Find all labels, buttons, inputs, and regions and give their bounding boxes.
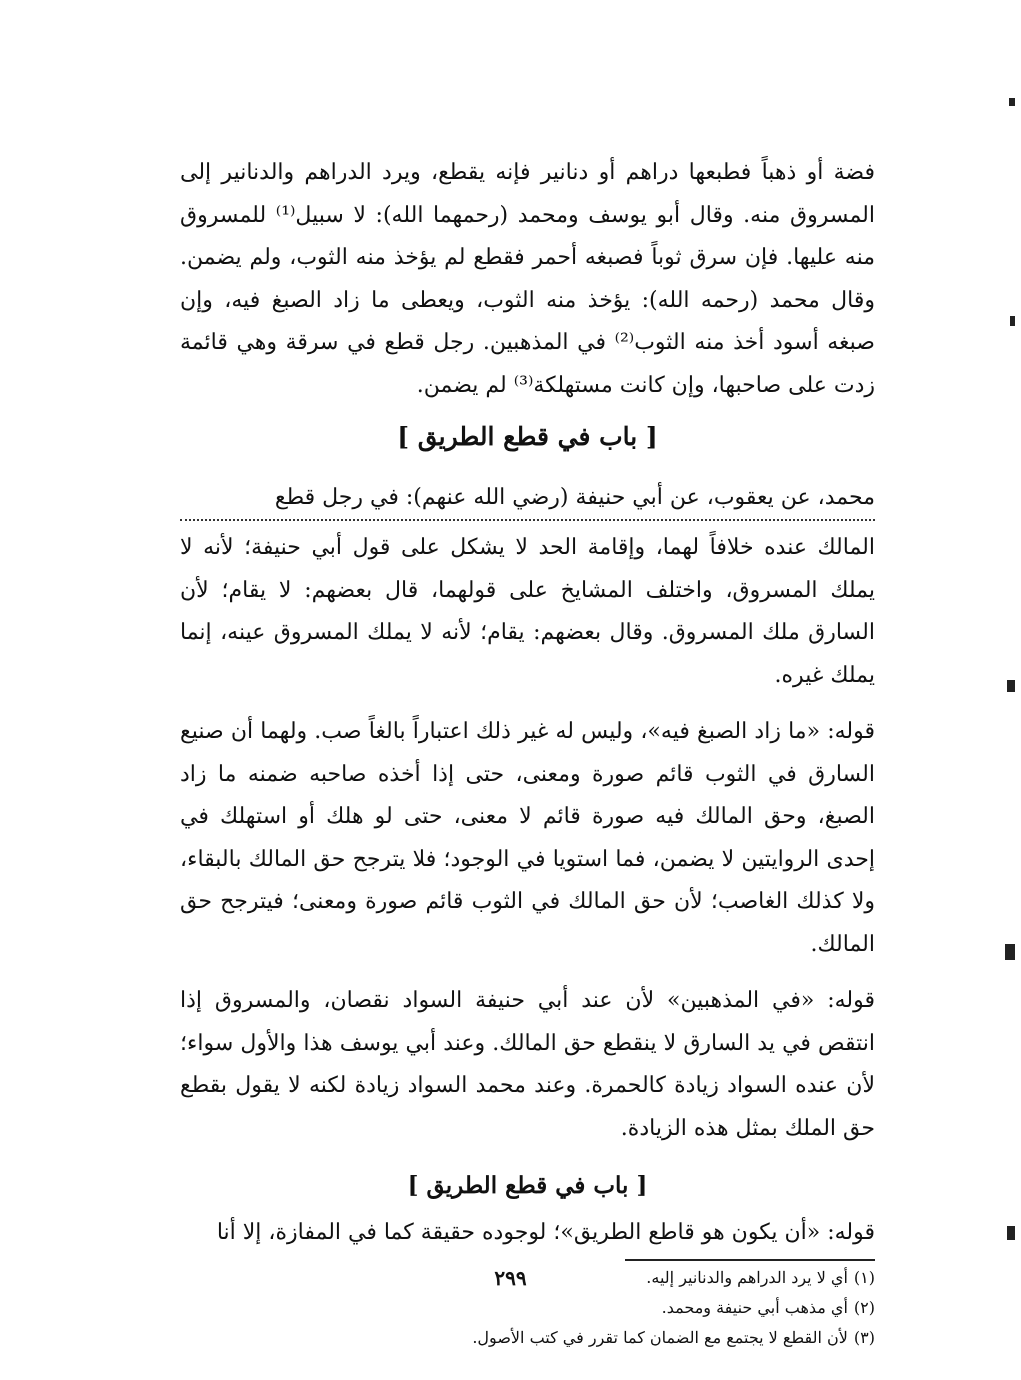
- paragraph-1: فضة أو ذهباً فطبعها دراهم أو دنانير فإنه يقطع، ويرد الدراهم والدنانير إلى المسروق منه. وقال أبو يوسف ومحمد (رحمهما الله): لا سبيل⁽¹⁾ للمسروق منه عليها. فإن سرق ثوباً فصبغه أحمر فقطع لم يؤخذ منه الثوب، ولم يضمن. وقال محمد (رحمه الله): يؤخذ منه الثوب، ويعطى ما زاد الصبغ فيه، وإن صبغه أسود أخذ منه الثوب⁽²⁾ في المذهبين. رجل قطع في سرقة وهي قائمة زدت على صاحبها، وإن كانت مستهلكة⁽³⁾ لم يضمن.: [180, 160, 875, 398]
- footnote-rule: [625, 1259, 875, 1261]
- paragraph-4: قوله: «في المذهبين» لأن عند أبي حنيفة السواد نقصان، والمسروق إذا انتقص في يد السارق لا ينقطع حق المالك. وعند أبي يوسف هذا والأول سواء؛ لأن عنده السواد زيادة كالحمرة. وعند محمد السواد زيادة لكنه لا يقول بقطع حق الملك بمثل هذه الزيادة.: [180, 988, 875, 1141]
- scan-edge-mark: [1005, 944, 1015, 960]
- footnote-text: لأن القطع لا يجتمع مع الضمان كما تقرر في كتب الأصول.: [472, 1327, 848, 1347]
- scan-edge-mark: [1007, 1226, 1015, 1240]
- footnote-2: [180, 1293, 875, 1323]
- section-heading-1: [ باب في قطع الطريق ]: [397, 422, 658, 451]
- dotted-divider: [180, 519, 875, 521]
- section-heading-2: [ باب في قطع الطريق ]: [407, 1172, 648, 1199]
- footnote-text: أي لا يرد الدراهم والدنانير إليه.: [646, 1267, 848, 1287]
- scan-edge-mark: [1007, 680, 1015, 692]
- page-body: [180, 140, 875, 1353]
- footnote-number: (١): [853, 1267, 875, 1287]
- footnote-number: (٣): [853, 1327, 875, 1347]
- page-number: ٢٩٩: [494, 1266, 527, 1290]
- paragraph-2: المالك عنده خلافاً لهما، وإقامة الحد لا يشكل على قول أبي حنيفة؛ لأنه لا يملك المسروق، واختلف المشايخ على قولهما، قال بعضهم: لا يقام؛ لأن السارق ملك المسروق. وقال بعضهم: يقام؛ لأنه لا يملك المسروق عينه، إنما يملك غيره.: [180, 535, 875, 688]
- footnote-3: [180, 1323, 875, 1353]
- footnote-number: (٢): [853, 1297, 875, 1317]
- footnote-text: أي مذهب أبي حنيفة ومحمد.: [661, 1297, 848, 1317]
- paragraph-5: قوله: «أن يكون هو قاطع الطريق»؛ لوجوده حقيقة كما في المفازة، إلا أنا: [216, 1220, 875, 1245]
- paragraph-3: قوله: «ما زاد الصبغ فيه»، وليس له غير ذلك اعتباراً بالغاً صب. ولهما أن صنيع السارق في الثوب قائم صورة ومعنى، حتى إذا أخذه صاحبه ضمنه ما زاد الصبغ، وحق المالك فيه صورة قائم لا معنى، حتى لو هلك أو استهلك في إحدى الروايتين لا يضمن، فما استويا في الوجود؛ فلا يترجح حق المالك بالبقاء، ولا كذلك الغاصب؛ لأن حق المالك في الثوب قائم صورة ومعنى؛ فيترجح حق المالك.: [180, 719, 876, 957]
- intro-line: محمد، عن يعقوب، عن أبي حنيفة (رضي الله عنهم): في رجل قطع: [274, 485, 875, 510]
- scan-edge-mark: [1009, 98, 1015, 106]
- scan-edge-mark: [1010, 316, 1015, 326]
